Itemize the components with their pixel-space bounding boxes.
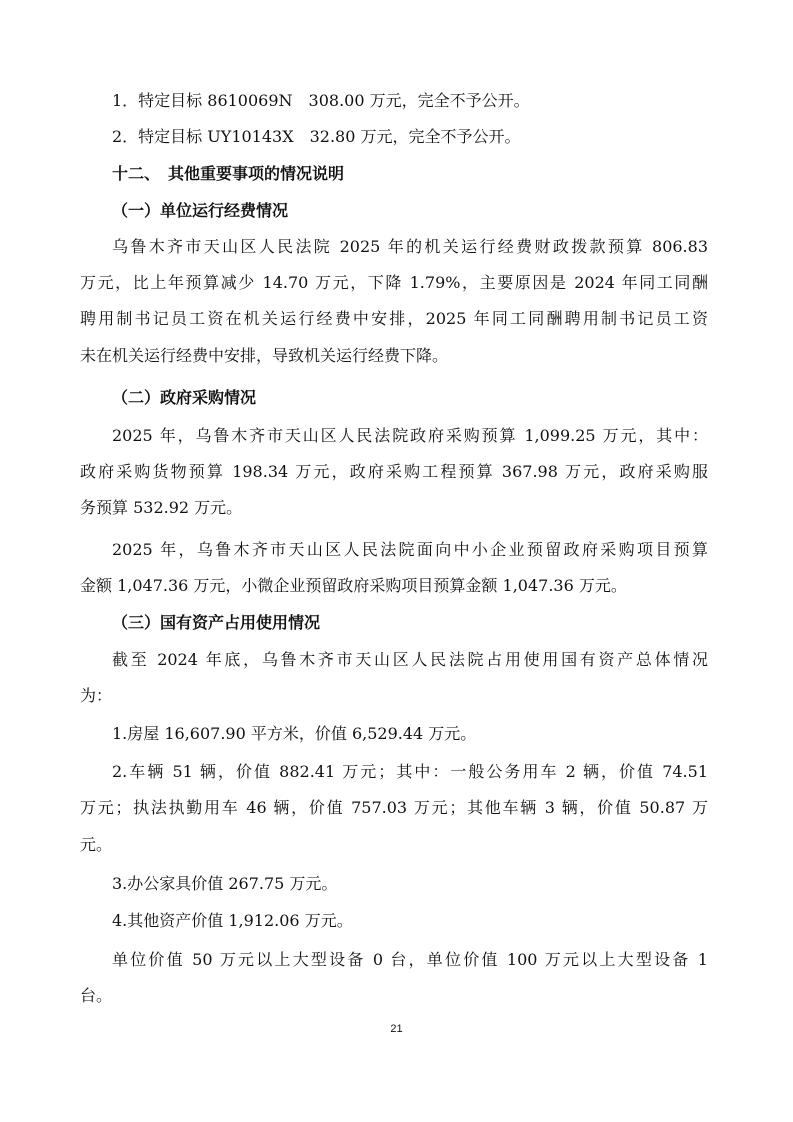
page-number: 21 [390,1023,403,1035]
paragraph-line: 务预算 532.92 万元。 [80,498,243,517]
paragraph-line: 万元，比上年预算减少 14.70 万元，下降 1.79%，主要原因是 2024 年同工同酬 [80,273,708,292]
subsection-heading-procurement: （二）政府采购情况 [112,388,257,407]
paragraph-line: 单位价值 50 万元以上大型设备 0 台，单位价值 100 万元以上大型设备 1 [112,950,708,969]
paragraph-line: 元。 [80,835,113,854]
confidential-item-2: 2．特定目标 UY10143X 32.80 万元，完全不予公开。 [112,127,521,146]
paragraph-line: 为： [80,686,113,705]
paragraph-line: 台。 [80,986,113,1005]
paragraph-line: 乌鲁木齐市天山区人民法院 2025 年的机关运行经费财政拨款预算 806.83 [112,237,708,256]
paragraph-line: 金额 1,047.36 万元，小微企业预留政府采购项目预算金额 1,047.36 万元。 [80,576,627,595]
asset-item-other: 4.其他资产价值 1,912.06 万元。 [112,911,353,930]
confidential-item-1: 1．特定目标 8610069N 308.00 万元，完全不予公开。 [112,91,530,110]
paragraph-line: 截至 2024 年底，乌鲁木齐市天山区人民法院占用使用国有资产总体情况 [112,650,708,669]
asset-item-furniture: 3.办公家具价值 267.75 万元。 [112,874,338,893]
subsection-heading-operating-funds: （一）单位运行经费情况 [112,201,289,220]
section-heading-12: 十二、 其他重要事项的情况说明 [112,164,345,183]
subsection-heading-state-assets: （三）国有资产占用使用情况 [112,613,321,632]
paragraph-line: 万元；执法执勤用车 46 辆，价值 757.03 万元；其他车辆 3 辆，价值 50.87 万 [80,798,708,817]
paragraph-line: 2025 年，乌鲁木齐市天山区人民法院面向中小企业预留政府采购项目预算 [112,540,708,559]
paragraph-line: 政府采购货物预算 198.34 万元，政府采购工程预算 367.98 万元，政府采购服 [80,462,708,481]
asset-item-vehicles: 2.车辆 51 辆，价值 882.41 万元；其中：一般公务用车 2 辆，价值 74.51 [112,762,708,781]
paragraph-line: 2025 年，乌鲁木齐市天山区人民法院政府采购预算 1,099.25 万元，其中： [112,426,708,445]
paragraph-line: 聘用制书记员工资在机关运行经费中安排，2025 年同工同酬聘用制书记员工资 [80,309,708,328]
paragraph-line: 未在机关运行经费中安排，导致机关运行经费下降。 [80,346,449,365]
asset-item-buildings: 1.房屋 16,607.90 平方米，价值 6,529.44 万元。 [112,724,477,743]
